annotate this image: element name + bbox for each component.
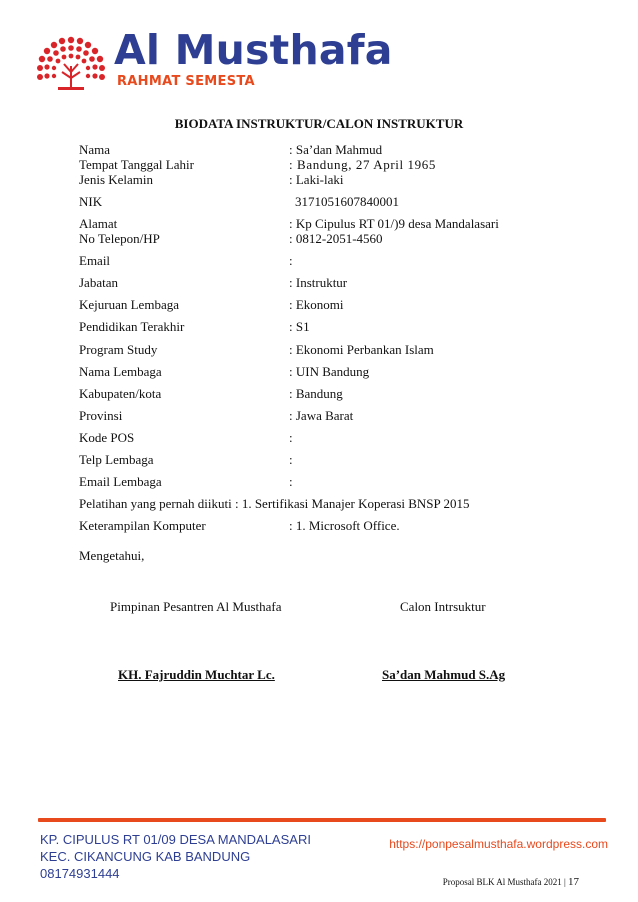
field-value: : [289, 430, 293, 445]
peacock-fan-logo-icon [36, 32, 106, 94]
field-value: : Bandung [289, 386, 343, 401]
field-value: : Ekonomi [289, 297, 344, 312]
field-value: : [289, 452, 293, 467]
document-title: BIODATA INSTRUKTUR/CALON INSTRUKTUR [174, 116, 464, 131]
field-label: Keterampilan Komputer [79, 518, 206, 533]
footer-website-link[interactable]: https://ponpesalmusthafa.wordpress.com [389, 837, 608, 851]
brand-tagline: RAHMAT SEMESTA [117, 74, 255, 89]
signature-right-title: Calon Intrsuktur [400, 599, 486, 614]
acknowledged-label: Mengetahui, [79, 548, 145, 563]
field-value: : S1 [289, 319, 310, 334]
field-label: Alamat [79, 216, 118, 231]
field-label: Tempat Tanggal Lahir [79, 157, 194, 172]
training-line: Pelatihan yang pernah diikuti : 1. Sertifikasi Manajer Koperasi BNSP 2015 [79, 496, 470, 511]
field-value: 3171051607840001 [295, 194, 399, 209]
field-label: Kejuruan Lembaga [79, 297, 179, 312]
field-label: Jabatan [79, 275, 118, 290]
field-value: : Kp Cipulus RT 01/)9 desa Mandalasari [289, 216, 499, 231]
field-value: : 1. Microsoft Office. [289, 518, 400, 533]
footer-address-line1: KP. CIPULUS RT 01/09 DESA MANDALASARI [40, 832, 311, 847]
field-label: Telp Lembaga [79, 452, 154, 467]
field-value: : Jawa Barat [289, 408, 354, 423]
footer-address-line2: KEC. CIKANCUNG KAB BANDUNG [40, 849, 251, 864]
brand-logo [36, 28, 396, 98]
field-value: : [289, 474, 293, 489]
field-value: : Instruktur [289, 275, 348, 290]
page-footer-label: Proposal BLK Al Musthafa 2021 | [442, 877, 566, 887]
field-value: : Bandung, 27 April 1965 [289, 157, 436, 172]
field-value: : 0812-2051-4560 [289, 231, 383, 246]
field-label: Provinsi [79, 408, 123, 423]
field-label: Pendidikan Terakhir [79, 319, 185, 334]
signature-left-name: KH. Fajruddin Muchtar Lc. [118, 667, 275, 682]
field-label: Kabupaten/kota [79, 386, 162, 401]
field-value: : Laki-laki [289, 172, 344, 187]
field-label: No Telepon/HP [79, 231, 160, 246]
footer-phone: 08174931444 [40, 866, 120, 881]
field-label: Nama Lembaga [79, 364, 162, 379]
field-label: Nama [79, 142, 111, 157]
signature-left-title: Pimpinan Pesantren Al Musthafa [110, 599, 282, 614]
page-footer [443, 876, 579, 888]
field-value: : Ekonomi Perbankan Islam [289, 342, 434, 357]
signature-right-name: Sa’dan Mahmud S.Ag [382, 667, 506, 682]
field-label: Email Lembaga [79, 474, 162, 489]
field-value: : Sa’dan Mahmud [289, 142, 383, 157]
field-label: Kode POS [79, 430, 135, 445]
field-value: : UIN Bandung [289, 364, 370, 379]
footer-divider [38, 818, 606, 822]
brand-name: Al Musthafa [114, 26, 393, 74]
field-label: Email [79, 253, 111, 268]
field-label: Program Study [79, 342, 158, 357]
field-label: Jenis Kelamin [79, 172, 154, 187]
page-number: 17 [568, 876, 579, 888]
field-label: NIK [79, 194, 103, 209]
field-value: : [289, 253, 293, 268]
